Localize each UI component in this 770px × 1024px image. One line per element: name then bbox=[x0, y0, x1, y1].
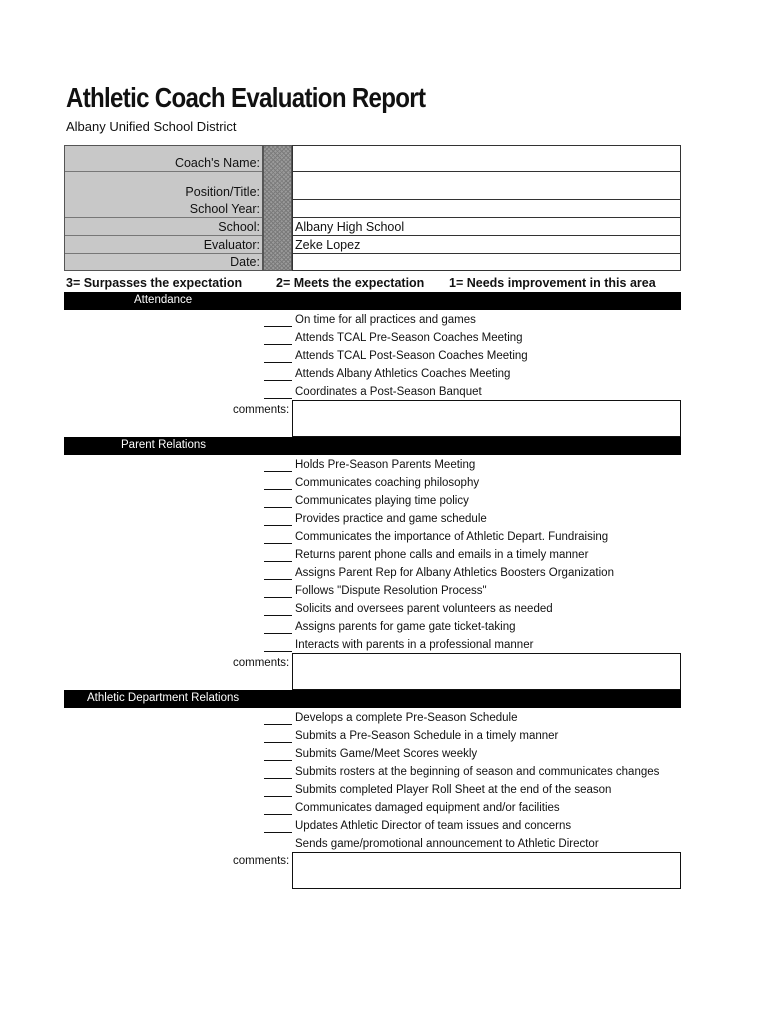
score-blank[interactable] bbox=[264, 398, 292, 399]
criteria-item: Submits a Pre-Season Schedule in a timely manner bbox=[264, 728, 684, 746]
date-label: Date: bbox=[230, 255, 260, 269]
evaluator-label: Evaluator: bbox=[203, 238, 260, 252]
score-blank[interactable] bbox=[264, 326, 292, 327]
criteria-item: Returns parent phone calls and emails in a timely manner bbox=[264, 547, 684, 565]
criteria-item: Submits rosters at the beginning of season and communicates changes bbox=[264, 764, 684, 782]
criteria-item: Attends TCAL Post-Season Coaches Meeting bbox=[264, 348, 684, 366]
score-blank[interactable] bbox=[264, 742, 292, 743]
evaluator-value: Zeke Lopez bbox=[295, 238, 361, 252]
score-blank[interactable] bbox=[264, 507, 292, 508]
position-title-label: Position/Title: bbox=[185, 185, 260, 199]
section-title: Parent Relations bbox=[121, 439, 207, 451]
score-blank[interactable] bbox=[264, 633, 292, 634]
score-blank[interactable] bbox=[264, 471, 292, 472]
criteria-item: Attends Albany Athletics Coaches Meeting bbox=[264, 366, 684, 384]
info-values bbox=[292, 145, 681, 271]
score-blank[interactable] bbox=[264, 579, 292, 580]
criteria-item: Communicates the importance of Athletic Depart. Fundraising bbox=[264, 529, 684, 547]
section-title: Athletic Department Relations bbox=[87, 692, 240, 704]
criteria-item: Holds Pre-Season Parents Meeting bbox=[264, 457, 684, 475]
criteria-item: Provides practice and game schedule bbox=[264, 511, 684, 529]
criteria-item: Develops a complete Pre-Season Schedule bbox=[264, 710, 684, 728]
position-title-field[interactable] bbox=[293, 172, 680, 200]
legend-meets: 2= Meets the expectation bbox=[276, 276, 425, 290]
score-blank[interactable] bbox=[264, 561, 292, 562]
legend-surpasses: 3= Surpasses the expectation bbox=[66, 276, 243, 290]
school-year-field[interactable] bbox=[293, 200, 680, 218]
comments-box-attendance[interactable] bbox=[292, 400, 681, 437]
score-blank[interactable] bbox=[264, 597, 292, 598]
score-blank[interactable] bbox=[264, 778, 292, 779]
score-blank[interactable] bbox=[264, 832, 292, 833]
page-title: Athletic Coach Evaluation Report bbox=[66, 82, 426, 113]
legend-needs-improvement: 1= Needs improvement in this area bbox=[449, 276, 656, 290]
section-title: Attendance bbox=[134, 294, 193, 306]
criteria-item: Communicates playing time policy bbox=[264, 493, 684, 511]
criteria-item: Assigns parents for game gate ticket-taking bbox=[264, 619, 684, 637]
coach-name-label: Coach's Name: bbox=[174, 156, 260, 170]
score-blank[interactable] bbox=[264, 543, 292, 544]
comments-box-athletic-department[interactable] bbox=[292, 852, 681, 889]
score-blank[interactable] bbox=[264, 489, 292, 490]
coach-name-field[interactable] bbox=[293, 146, 680, 172]
school-year-label: School Year: bbox=[189, 202, 260, 216]
info-label-row bbox=[65, 146, 262, 172]
school-field[interactable] bbox=[293, 218, 680, 236]
criteria-item: On time for all practices and games bbox=[264, 312, 684, 330]
info-label-row bbox=[65, 200, 262, 218]
score-blank[interactable] bbox=[264, 615, 292, 616]
comments-label: comments: bbox=[233, 657, 290, 669]
criteria-item: Updates Athletic Director of team issues and concerns bbox=[264, 818, 684, 836]
section-bar-athletic-department-relations bbox=[64, 690, 681, 708]
criteria-item: Follows "Dispute Resolution Process" bbox=[264, 583, 684, 601]
score-blank[interactable] bbox=[264, 380, 292, 381]
criteria-item: Communicates coaching philosophy bbox=[264, 475, 684, 493]
criteria-item: Submits completed Player Roll Sheet at the end of the season bbox=[264, 782, 684, 800]
comments-label: comments: bbox=[233, 404, 290, 416]
section-bar-attendance bbox=[64, 292, 681, 310]
info-label-row bbox=[65, 236, 262, 254]
district-name: Albany Unified School District bbox=[66, 119, 237, 134]
criteria-item: Solicits and oversees parent volunteers as needed bbox=[264, 601, 684, 619]
section-bar-parent-relations bbox=[64, 437, 681, 455]
criteria-item: Communicates damaged equipment and/or facilities bbox=[264, 800, 684, 818]
score-blank[interactable] bbox=[264, 525, 292, 526]
comments-label: comments: bbox=[233, 855, 290, 867]
comments-box-parent-relations[interactable] bbox=[292, 653, 681, 690]
hatched-divider bbox=[263, 145, 292, 271]
criteria-item: Submits Game/Meet Scores weekly bbox=[264, 746, 684, 764]
info-label-row bbox=[65, 218, 262, 236]
score-blank[interactable] bbox=[264, 651, 292, 652]
evaluator-field[interactable] bbox=[293, 236, 680, 254]
info-label-row bbox=[65, 172, 262, 200]
school-value: Albany High School bbox=[295, 220, 405, 234]
criteria-item: Coordinates a Post-Season Banquet bbox=[264, 384, 684, 402]
school-label: School: bbox=[218, 220, 260, 234]
score-blank[interactable] bbox=[264, 760, 292, 761]
criteria-item: Assigns Parent Rep for Albany Athletics Boosters Organization bbox=[264, 565, 684, 583]
score-blank[interactable] bbox=[264, 724, 292, 725]
score-blank[interactable] bbox=[264, 796, 292, 797]
criteria-item: Attends TCAL Pre-Season Coaches Meeting bbox=[264, 330, 684, 348]
score-blank[interactable] bbox=[264, 814, 292, 815]
info-labels bbox=[64, 145, 263, 271]
criteria-item: Sends game/promotional announcement to Athletic Director bbox=[295, 838, 599, 850]
criteria-item: Interacts with parents in a professional manner bbox=[264, 637, 684, 655]
info-label-row bbox=[65, 254, 262, 270]
score-blank[interactable] bbox=[264, 344, 292, 345]
score-blank[interactable] bbox=[264, 362, 292, 363]
date-field[interactable] bbox=[293, 254, 680, 270]
